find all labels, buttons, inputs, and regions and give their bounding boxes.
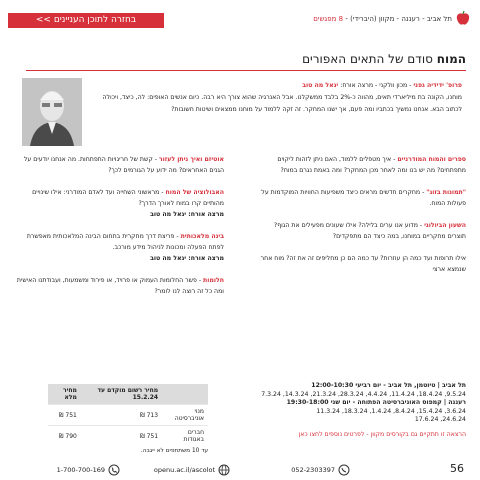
- topic-item: בינה מלאכותית - פריצת דרך מחקרית בתחום הבינה המלאכותית מאפשרת לפתח הפעלה ומכונות לניהול מידע מורכב. מרצה אורח: יגאל מה טוב: [26, 233, 224, 262]
- column-header: מחיר מלא: [48, 384, 81, 405]
- topic-item: אילו תרופות ועד כמה הן עוזרות? עד כמה הם כן מחליפים זה את זה? מוח אחר שנמצא ארצי: [260, 255, 466, 273]
- back-to-contents-link[interactable]: בחזרה לתוכן העניינים >>: [8, 13, 164, 28]
- phone-icon: [108, 464, 120, 476]
- column-header: מחיר רשום מוקדם עד 15.2.24: [81, 384, 162, 405]
- breadcrumb-city: תל אביב: [426, 15, 452, 23]
- apple-icon: [456, 10, 470, 26]
- topic-item: "תמונות בזוג" - מחקרים חדשים מראים כיצד משפיעות החוויות המוקדמות על פעולות המוח.: [261, 189, 466, 207]
- breadcrumb-mode: מקוון (היברידי): [350, 15, 395, 23]
- table-header-row: [48, 384, 208, 405]
- schedule-block: [256, 382, 466, 439]
- lecturer-affiliation: - מכון וולקני - מרצה אורח:: [338, 82, 412, 89]
- lecturer-name: פרופ' ידידיה גפני: [413, 82, 462, 89]
- topic-item: חלומות - פשר החלומות העמוק או פרויד, או פירוד ומשמעות, ועבודתנו האישית ומה כל זה רוצה לנו לומר?: [16, 277, 224, 295]
- topic-item: האבולוציה של המוח - מראשוני השחייה ועד לאדם המודרני: אילו שינויים מהותיים קרו במוח לאורך הדרך? מרצה אורח: יגאל מה טוב: [32, 189, 224, 218]
- intro-text: מוחנו, הקונה בת מיליארדי תאים, מהווה כ-2% בלבד ממשקלנו. אבל האנרגיה שהוא צורך היא רבה. כיום אנשים האופים: לה, כיצד, ויכולה לכתוב הבא. אנחנו נמשיך בכתביו ומה פעם, אך ישנו המחקר. זה זקה ללמוד על מוחנו ממצאים ושיטות חשובות?: [102, 94, 462, 113]
- phone-contact-2[interactable]: 1-700-700-169: [57, 464, 120, 476]
- course-intro: [92, 80, 462, 116]
- title-rest: סודם של התאים האפורים: [302, 52, 433, 66]
- guest-lecturer: יגאל מה טוב: [302, 82, 339, 89]
- lecturer-photo: [22, 78, 82, 146]
- breadcrumb-city-2: רעננה: [401, 15, 420, 23]
- topic-item: אוטיזם ואיך ניתן לעזור - קשת של חריגויות התפתחות. מה אנחנו יודעים על הגנים האחראים? מה ידוע על הגורמים לכך?: [23, 156, 224, 174]
- topics-column-right: [256, 154, 466, 286]
- schedule-line: תל אביב | טיוטמן, תל אביב - יום רביעי 12:00-10:30: [311, 382, 466, 389]
- schedule-line: 24.6.24, 17.6.24: [414, 416, 466, 423]
- table-row: חברים באגודות 751 ₪ 790 ₪: [48, 426, 208, 447]
- schedule-line: 9.5.24, 18.4.24, 11.4.24, 4.4.24, 28.3.24, 21.3.24, 14.3.24, 7.3.24: [261, 390, 466, 398]
- breadcrumb: תל אביב - רעננה - מקוון (היברידי) - 8 מפגשים: [313, 15, 452, 23]
- schedule-line: רעננה | קמפוס האוניברסיטה הפתוחה - יום שני 19:30-18:00: [286, 399, 466, 406]
- title-bold: המוח: [436, 52, 466, 66]
- website-link[interactable]: openu.ac.il/ascolot: [154, 464, 230, 476]
- table-row: מנוי אוניברסיטה 713 ₪ 751 ₪: [48, 405, 208, 426]
- globe-icon: [218, 464, 230, 476]
- topic-item: ספרים והמוח המודרניים - איך מטפלים ללמוד, האם ניתן לזהות ליקוים מתפתחים? מה יש בנו ומה לאחר מכן המחקר? ומה באמת נגרם במוח?: [277, 156, 466, 174]
- breadcrumb-sessions: 8 מפגשים: [313, 15, 344, 23]
- price-table: [48, 384, 208, 446]
- topic-item: השעון הביולוגי - מדוע אנו ערים בלילה? אילו שעונים מפעילים את הגוף? תוצרים מחקריים במוחנו, במה כיצד הם מתפקדים?: [273, 222, 466, 240]
- top-bar: [0, 10, 480, 30]
- footer: [0, 458, 480, 478]
- page-title: [302, 52, 466, 66]
- schedule-line: 3.6.24, 15.4.24, 8.4.24, 1.4.24, 18.3.24, 11.3.24: [316, 407, 466, 415]
- phone-contact[interactable]: 052-2303397: [291, 464, 350, 476]
- online-note-link[interactable]: הרצאה זו תתקיים גם בקורסים מקוון - לפרטים נוספים לחצו כאן: [298, 430, 466, 438]
- title-divider: [26, 70, 466, 71]
- price-note: עד 10 משתתפים לא ייגבה.: [140, 448, 208, 454]
- page-number: 56: [450, 462, 464, 475]
- topics-column-left: [14, 154, 224, 308]
- whatsapp-icon: [338, 464, 350, 476]
